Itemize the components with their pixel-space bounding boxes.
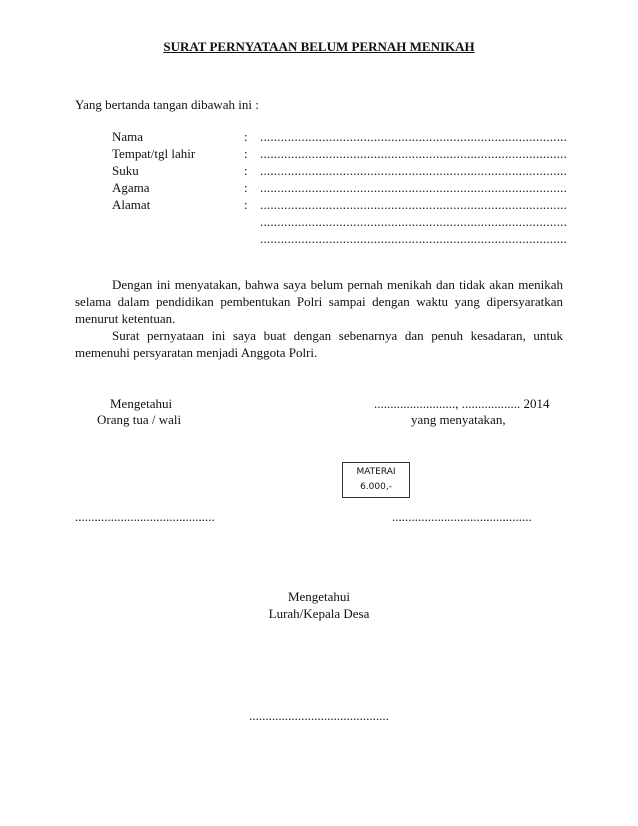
field-label-agama: Agama — [112, 180, 150, 195]
materai-amount: 6.000,- — [360, 482, 392, 492]
materai-stamp-box — [342, 462, 410, 498]
left-signature-orang-tua-wali: Orang tua / wali — [97, 412, 182, 427]
purpose-paragraph: Surat pernyataan ini saya buat dengan sebenarnya dan penuh kesadaran, untuk memenuhi persyaratan menjadi Anggota Polri. — [75, 328, 563, 360]
bottom-signature-mengetahui: Mengetahui — [287, 589, 351, 604]
bottom-signature-dots[interactable]: ........................................... — [249, 708, 389, 723]
field-colon: : — [244, 197, 248, 212]
document-title: SURAT PERNYATAAN BELUM PERNAH MENIKAH — [163, 39, 475, 54]
field-label-nama: Nama — [112, 129, 144, 144]
field-label-alamat: Alamat — [112, 197, 151, 212]
field-label-tempat-tgl-lahir: Tempat/tgl lahir — [112, 146, 196, 161]
right-signature-date-line: ........................., .................. 2014 — [374, 396, 550, 411]
field-dots-alamat-line-2[interactable]: ......................................................................................... — [260, 214, 568, 229]
field-dots-alamat-line-3[interactable]: ......................................................................................... — [260, 231, 568, 246]
field-colon: : — [244, 180, 248, 195]
bottom-signature-lurah-kepala-desa: Lurah/Kepala Desa — [268, 606, 370, 621]
left-signature-mengetahui: Mengetahui — [110, 396, 173, 411]
field-dots-alamat[interactable]: ......................................................................................... — [260, 197, 568, 212]
field-dots-agama[interactable]: ......................................................................................... — [260, 180, 568, 195]
field-dots-nama[interactable]: ......................................................................................... — [260, 129, 568, 144]
statement-paragraph: Dengan ini menyatakan, bahwa saya belum pernah menikah dan tidak akan menikah selama dalam pendidikan pembentukan Polri sampai dengan waktu yang dipersyaratkan menurut ketentuan. — [75, 277, 563, 326]
field-dots-suku[interactable]: ......................................................................................... — [260, 163, 568, 178]
field-label-suku: Suku — [112, 163, 139, 178]
right-signature-dots[interactable]: ........................................... — [392, 509, 532, 524]
left-signature-dots[interactable]: ........................................... — [75, 509, 215, 524]
field-dots-tempat-tgl-lahir[interactable]: ......................................................................................... — [260, 146, 568, 161]
field-colon: : — [244, 146, 248, 161]
materai-label: MATERAI — [356, 467, 396, 477]
field-colon: : — [244, 163, 248, 178]
intro-text: Yang bertanda tangan dibawah ini : — [75, 97, 259, 112]
field-colon: : — [244, 129, 248, 144]
right-signature-yang-menyatakan: yang menyatakan, — [411, 412, 506, 427]
